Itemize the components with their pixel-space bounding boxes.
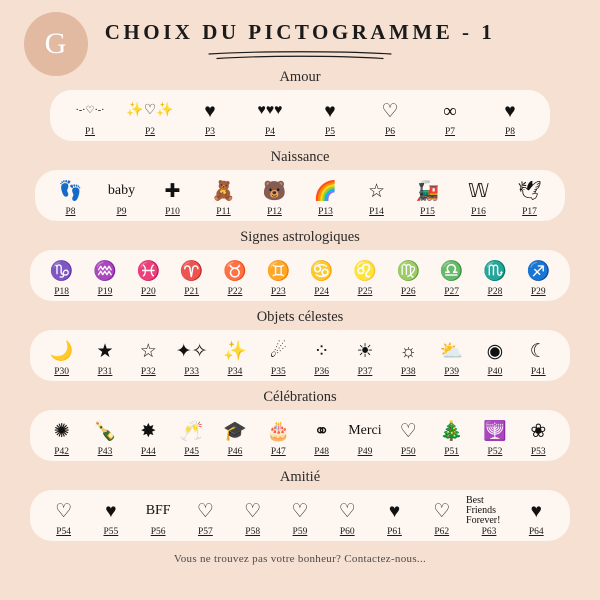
pictogram-option[interactable] <box>127 256 170 297</box>
pictogram-code: P54 <box>56 527 72 537</box>
shooting-star-icon: ☄ <box>269 340 287 362</box>
sun-outline-icon: ☼ <box>399 340 417 362</box>
pictogram-code: P32 <box>140 367 156 377</box>
aries-ram-icon: ♈ <box>179 260 204 282</box>
sun-cloud-icon: ⛅ <box>439 340 464 362</box>
pisces-fish-icon: ♓ <box>136 260 161 282</box>
pictogram-option[interactable] <box>343 256 386 297</box>
title-underline-flourish <box>205 51 395 61</box>
double-heart-outline-icon: ♡ <box>338 500 356 522</box>
pictogram-code: P49 <box>357 447 373 457</box>
pictogram-option[interactable] <box>387 416 430 457</box>
pictogram-option[interactable] <box>473 336 516 377</box>
brand-logo-letter: G <box>44 27 68 60</box>
pictogram-option[interactable] <box>213 416 256 457</box>
champagne-glasses-icon: 🥂 <box>179 420 204 442</box>
dotted-heart-icon: ♥ <box>388 500 401 522</box>
pictogram-code: P48 <box>314 447 330 457</box>
capricorn-goat-icon: ♑ <box>49 260 74 282</box>
section-title: Signes astrologiques <box>240 229 360 245</box>
pictogram-code: P60 <box>339 527 355 537</box>
pictogram-code: P55 <box>103 527 119 537</box>
pictogram-code: P35 <box>270 367 286 377</box>
pictogram-code: P20 <box>140 287 156 297</box>
pictogram-code: P63 <box>481 527 497 537</box>
pictogram-code: P3 <box>204 127 216 137</box>
hands-plant-heart-icon: ♡ <box>433 500 451 522</box>
pictogram-option[interactable] <box>343 336 386 377</box>
pictogram-code: P64 <box>528 527 544 537</box>
pictogram-code: P45 <box>184 447 200 457</box>
pictogram-code: P5 <box>324 127 336 137</box>
pictogram-code: P52 <box>487 447 503 457</box>
pictogram-option[interactable] <box>473 416 516 457</box>
merci-script-icon: Merci <box>348 423 382 438</box>
pictogram-option[interactable] <box>419 496 465 537</box>
pictogram-option[interactable] <box>170 416 213 457</box>
section-title: Naissance <box>270 149 330 165</box>
pictogram-code: P58 <box>245 527 261 537</box>
pictogram-option[interactable] <box>150 176 196 217</box>
pictogram-code: P38 <box>400 367 416 377</box>
pictogram-option[interactable] <box>127 416 170 457</box>
teddy-bear-icon: 🧸 <box>211 180 236 202</box>
pictogram-option[interactable] <box>257 336 300 377</box>
pictogram-code: P11 <box>216 207 231 217</box>
pictogram-code: P28 <box>487 287 503 297</box>
pictogram-option[interactable] <box>430 256 473 297</box>
pictogram-option[interactable] <box>427 96 473 137</box>
pictogram-option[interactable] <box>99 176 145 217</box>
pictogram-code: P16 <box>471 207 486 217</box>
hand-heart-icon: ♡ <box>291 500 309 522</box>
pictogram-option[interactable] <box>517 416 560 457</box>
pictogram-row <box>30 410 570 461</box>
section-title: Célébrations <box>263 389 337 405</box>
pictogram-option[interactable] <box>135 496 181 537</box>
sparkles-icon: ✨ <box>223 340 247 362</box>
champagne-bottle-icon: 🍾 <box>93 420 117 442</box>
pictogram-code: P40 <box>487 367 503 377</box>
baby-footprints-icon: 👣 <box>58 180 83 202</box>
pictogram-option[interactable] <box>371 496 417 537</box>
sun-rays-icon: ☀ <box>356 340 374 362</box>
pictogram-option[interactable] <box>83 336 126 377</box>
dotted-line-heart-icon: ·-·♡·-· <box>75 105 105 116</box>
pictogram-option[interactable] <box>40 416 83 457</box>
pictogram-code: P23 <box>270 287 286 297</box>
pictogram-option[interactable] <box>187 96 233 137</box>
constellation-dots-icon: ⁘ <box>313 340 330 362</box>
pictogram-option[interactable] <box>367 96 413 137</box>
pictogram-option[interactable] <box>456 176 502 217</box>
pictogram-code: P27 <box>444 287 460 297</box>
aquarius-icon: ♒ <box>93 260 117 282</box>
eye-sun-icon: ◉ <box>486 340 504 362</box>
pictogram-code: P51 <box>444 447 460 457</box>
pictogram-code: P59 <box>292 527 308 537</box>
pictogram-code: P37 <box>357 367 373 377</box>
solid-heart-icon: ♥ <box>105 500 117 522</box>
page-title: CHOIX DU PICTOGRAMME - 1 <box>104 20 496 44</box>
pictogram-code: P25 <box>357 287 373 297</box>
pictogram-code: P50 <box>400 447 416 457</box>
sparkler-icon: ✸ <box>140 420 157 442</box>
pictogram-code: P43 <box>97 447 113 457</box>
pictogram-option[interactable] <box>300 336 343 377</box>
wedding-rings-icon: ⚭ <box>313 420 330 442</box>
pictogram-code: P47 <box>270 447 286 457</box>
pictogram-code: P42 <box>54 447 70 457</box>
pictogram-option[interactable] <box>83 416 126 457</box>
pictogram-option[interactable] <box>300 256 343 297</box>
baby-script-word-icon: baby <box>107 183 136 198</box>
pictogram-option[interactable] <box>213 256 256 297</box>
falling-hearts-icon: ♥♥♥ <box>257 103 283 118</box>
christmas-tree-icon: 🎄 <box>439 420 464 442</box>
pictogram-code: P1 <box>84 127 96 137</box>
section-4 <box>0 389 600 461</box>
pictogram-option[interactable] <box>277 496 323 537</box>
pictogram-code: P22 <box>227 287 243 297</box>
pictogram-option[interactable] <box>307 96 353 137</box>
cat-whiskers-heart-icon: ♥ <box>530 500 542 522</box>
outline-star-icon: ☆ <box>139 340 157 362</box>
section-title: Objets célestes <box>256 309 344 325</box>
pictogram-code: P24 <box>314 287 330 297</box>
pictogram-option[interactable] <box>201 176 247 217</box>
pictogram-code: P18 <box>54 287 70 297</box>
pictogram-code: P61 <box>387 527 402 537</box>
star-outline-icon: ☆ <box>367 180 386 202</box>
pictogram-code: P39 <box>444 367 460 377</box>
pictogram-code: P2 <box>144 127 156 137</box>
pictogram-option[interactable] <box>40 256 83 297</box>
sagittarius-icon: ♐ <box>526 260 551 282</box>
solid-heart-icon: ♥ <box>204 100 216 122</box>
pictogram-option[interactable] <box>230 496 276 537</box>
pictogram-option[interactable] <box>513 496 559 537</box>
brand-logo-badge <box>24 12 88 76</box>
pictogram-option[interactable] <box>48 176 94 217</box>
pictogram-option[interactable] <box>430 416 473 457</box>
radiant-heart-icon: ♥ <box>504 100 516 122</box>
rainbow-icon: 🌈 <box>313 180 338 202</box>
pictogram-code: P29 <box>530 287 546 297</box>
pictogram-code: P44 <box>140 447 156 457</box>
pacifier-icon: ✚ <box>164 180 181 202</box>
sparkle-heart-outline-icon: ✨♡✨ <box>126 103 174 118</box>
pictogram-option[interactable] <box>487 96 533 137</box>
pictogram-code: P36 <box>314 367 330 377</box>
pictogram-option[interactable] <box>252 176 298 217</box>
dotted-swirl-heart-icon: ♡ <box>381 100 399 122</box>
pictogram-code: P53 <box>530 447 546 457</box>
libra-scales-icon: ♎ <box>439 260 464 282</box>
section-0 <box>0 69 600 141</box>
scorpio-icon: ♏ <box>483 260 507 282</box>
pictogram-option[interactable] <box>387 336 430 377</box>
pictogram-option[interactable] <box>300 416 343 457</box>
footer-note: Vous ne trouvez pas votre bonheur? Contactez-nous... <box>173 553 427 565</box>
pictogram-option[interactable] <box>83 256 126 297</box>
section-title: Amitié <box>279 469 321 485</box>
pictogram-option[interactable] <box>466 496 512 537</box>
heart-outline-sketch-icon: ♡ <box>244 500 262 522</box>
firework-burst-icon: ✺ <box>53 420 70 442</box>
section-title: Amour <box>279 69 321 85</box>
pictogram-code: P13 <box>318 207 333 217</box>
fingerprint-heart-icon: ♥ <box>324 100 336 122</box>
pictogram-code: P10 <box>165 207 180 217</box>
solid-star-icon: ★ <box>96 340 114 362</box>
section-5 <box>0 469 600 541</box>
star-cluster-icon: ✦✧ <box>175 340 208 362</box>
pictogram-code: P7 <box>444 127 456 137</box>
pictogram-code: P21 <box>184 287 200 297</box>
pictogram-option[interactable] <box>430 336 473 377</box>
pictogram-option[interactable] <box>247 96 293 137</box>
hands-making-heart-icon: ♡ <box>55 500 73 522</box>
pictogram-code: P17 <box>522 207 537 217</box>
pictogram-code: P57 <box>198 527 213 537</box>
pictogram-code: P19 <box>97 287 113 297</box>
pictogram-option[interactable] <box>324 496 370 537</box>
pictogram-option[interactable] <box>40 336 83 377</box>
best-friends-forever-script-icon: Best Friends Forever! <box>466 495 501 526</box>
bff-heart-icon: BFF <box>145 503 171 518</box>
leo-lion-icon: ♌ <box>353 260 377 282</box>
pictogram-option[interactable] <box>182 496 228 537</box>
pictogram-option[interactable] <box>387 256 430 297</box>
crescent-moon-stars-icon: 🌙 <box>49 340 74 362</box>
pictogram-code: P41 <box>530 367 546 377</box>
infinity-icon: ∞ <box>443 100 457 122</box>
pictogram-code: P15 <box>420 207 435 217</box>
pictogram-option[interactable] <box>67 96 113 137</box>
pictogram-option[interactable] <box>127 336 170 377</box>
pictogram-option[interactable] <box>41 496 87 537</box>
pictogram-row <box>30 490 570 541</box>
floral-burst-icon: ❀ <box>530 420 547 442</box>
pictogram-option[interactable] <box>88 496 134 537</box>
pictogram-code: P8 <box>65 207 76 217</box>
pictogram-code: P14 <box>369 207 384 217</box>
section-2 <box>0 229 600 301</box>
pictogram-code: P30 <box>54 367 70 377</box>
pictogram-option[interactable] <box>303 176 349 217</box>
pictogram-code: P62 <box>434 527 450 537</box>
dove-icon: 🕊 <box>517 180 542 202</box>
menorah-icon: 🕎 <box>483 420 507 442</box>
pictogram-code: P33 <box>184 367 200 377</box>
pictogram-row <box>50 90 550 141</box>
pictogram-option[interactable] <box>257 416 300 457</box>
graduation-cap-icon: 🎓 <box>223 420 247 442</box>
pictogram-code: P26 <box>400 287 416 297</box>
pictogram-code: P4 <box>264 127 276 137</box>
pictogram-sections <box>0 69 600 541</box>
pictogram-row <box>35 170 565 221</box>
taurus-bull-icon: ♉ <box>223 260 247 282</box>
pictogram-option[interactable] <box>343 416 386 457</box>
heart-confetti-icon: ♡ <box>399 420 417 442</box>
pictogram-option[interactable] <box>127 96 173 137</box>
pictogram-option[interactable] <box>354 176 400 217</box>
birthday-cake-icon: 🎂 <box>266 420 291 442</box>
pictogram-code: P46 <box>227 447 243 457</box>
section-1 <box>0 149 600 221</box>
pictogram-option[interactable] <box>170 336 213 377</box>
gemini-twins-icon: ♊ <box>266 260 291 282</box>
pictogram-code: P8 <box>504 127 516 137</box>
pictogram-option[interactable] <box>257 256 300 297</box>
pictogram-code: P9 <box>116 207 127 217</box>
pictogram-option[interactable] <box>213 336 256 377</box>
cancer-crab-icon: ♋ <box>309 260 334 282</box>
pictogram-code: P31 <box>97 367 113 377</box>
pictogram-option[interactable] <box>473 256 516 297</box>
pictogram-option[interactable] <box>405 176 451 217</box>
bear-face-icon: 🐻 <box>262 180 287 202</box>
pictogram-code: P12 <box>267 207 282 217</box>
virgo-icon: ♍ <box>396 260 421 282</box>
pictogram-option[interactable] <box>507 176 553 217</box>
moon-phase-icon: ☾ <box>529 340 547 362</box>
pictogram-option[interactable] <box>517 336 560 377</box>
section-3 <box>0 309 600 381</box>
pictogram-row <box>30 250 570 301</box>
pictogram-row <box>30 330 570 381</box>
pictogram-option[interactable] <box>517 256 560 297</box>
pictogram-code: P56 <box>150 527 166 537</box>
toy-train-icon: 🚂 <box>415 180 440 202</box>
pictogram-code: P6 <box>384 127 396 137</box>
angel-wings-icon: 𝕎 <box>467 180 490 202</box>
pictogram-option[interactable] <box>170 256 213 297</box>
hands-holding-heart-icon: ♡ <box>196 500 214 522</box>
pictogram-code: P34 <box>227 367 243 377</box>
